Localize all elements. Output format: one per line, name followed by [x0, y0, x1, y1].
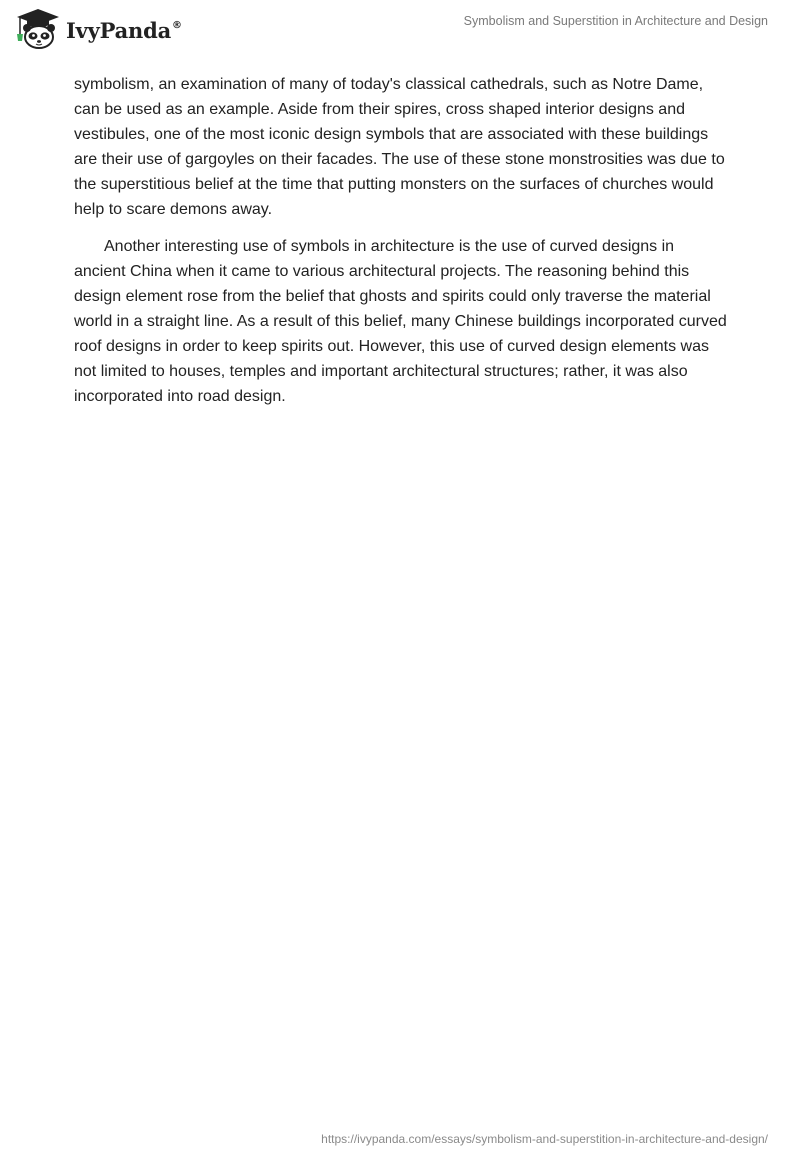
brand-logo[interactable] [14, 8, 182, 50]
registered-mark: ® [172, 19, 182, 31]
article-body [74, 72, 730, 421]
brand-name: IvyPanda® [66, 17, 182, 43]
paragraph: Another interesting use of symbols in architecture is the use of curved designs in ancient China when it came to various architectural projects. The reasoning behind this design element rose from the belief that ghosts and spirits could only traverse the material world in a straight line. As a result of this belief, many Chinese buildings incorporated curved roof designs in order to keep spirits out. However, this use of curved design elements was not limited to houses, temples and important architectural structures; rather, it was also incorporated into road design. [74, 238, 727, 405]
paragraph: symbolism, an examination of many of today's classical cathedrals, such as Notre Dame, can be used as an example. Aside from their spires, cross shaped interior designs and vestibules, one of the most iconic design symbols that are associated with these buildings are their use of gargoyles on their facades. The use of these stone monstrosities was due to the superstitious belief at the time that putting monsters on the surfaces of churches would help to scare demons away. [74, 76, 725, 218]
source-url[interactable]: https://ivypanda.com/essays/symbolism-and-superstition-in-architecture-and-design/ [321, 1132, 768, 1146]
panda-graduation-cap-icon [14, 8, 62, 50]
document-title: Symbolism and Superstition in Architecture and Design [463, 14, 768, 28]
